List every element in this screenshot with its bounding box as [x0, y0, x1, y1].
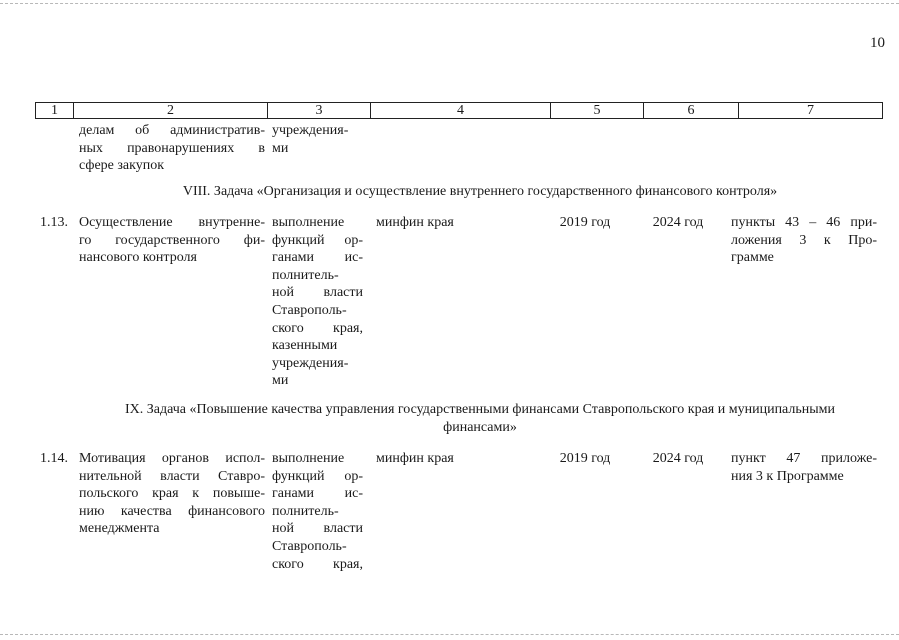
header-col-4: 4: [371, 103, 551, 119]
row-1-14-end-year: 2024 год: [652, 451, 704, 466]
row-1-14-method: выполнение функций ор- ганами ис- полнитель- ной власти Ставрополь- ского края,: [272, 451, 363, 572]
row-1-13-number: 1.13.: [40, 215, 68, 230]
row-1-14-note: пункт 47 приложе- ния 3 к Программе: [731, 451, 877, 484]
header-col-2: 2: [74, 103, 268, 119]
column-number-header: [35, 102, 883, 119]
row-1-13-start-year: 2019 год: [559, 215, 611, 230]
header-col-6: 6: [644, 103, 739, 119]
continued-method-text: учреждения- ми: [272, 123, 349, 156]
row-1-14-measure: Мотивация органов испол- нительной власти Ставро- польского края к повыше- нию качества финансового менеджмента: [79, 451, 265, 537]
section-ix-title: IX. Задача «Повышение качества управления государственными финансами Ставропольского края и муниципальными финансами»: [124, 402, 836, 435]
row-1-13-method: выполнение функций ор- ганами ис- полнитель- ной власти Ставрополь- ского края, казенными учреждения- ми: [272, 215, 363, 389]
row-1-13-measure: Осуществление внутренне- го государственного фи- нансового контроля: [79, 215, 265, 266]
header-col-5: 5: [551, 103, 644, 119]
row-1-13-note: пункты 43 – 46 при- ложения 3 к Про- грамме: [731, 215, 877, 266]
header-col-3: 3: [268, 103, 371, 119]
page-top-edge: [0, 3, 899, 4]
row-1-14-executor: минфин края: [376, 451, 454, 466]
continued-measure-text: делам об административ- ных правонарушениях в сфере закупок: [79, 123, 265, 174]
header-col-1: 1: [36, 103, 74, 119]
section-viii-title: VIII. Задача «Организация и осуществление внутреннего государственного финансового контроля»: [182, 184, 778, 199]
row-1-14-start-year: 2019 год: [559, 451, 611, 466]
row-1-13-end-year: 2024 год: [652, 215, 704, 230]
row-1-14-number: 1.14.: [40, 451, 68, 466]
page-bottom-edge: [0, 634, 899, 635]
page-number: 10: [870, 35, 885, 51]
row-1-13-executor: минфин края: [376, 215, 454, 230]
header-col-7: 7: [739, 103, 883, 119]
